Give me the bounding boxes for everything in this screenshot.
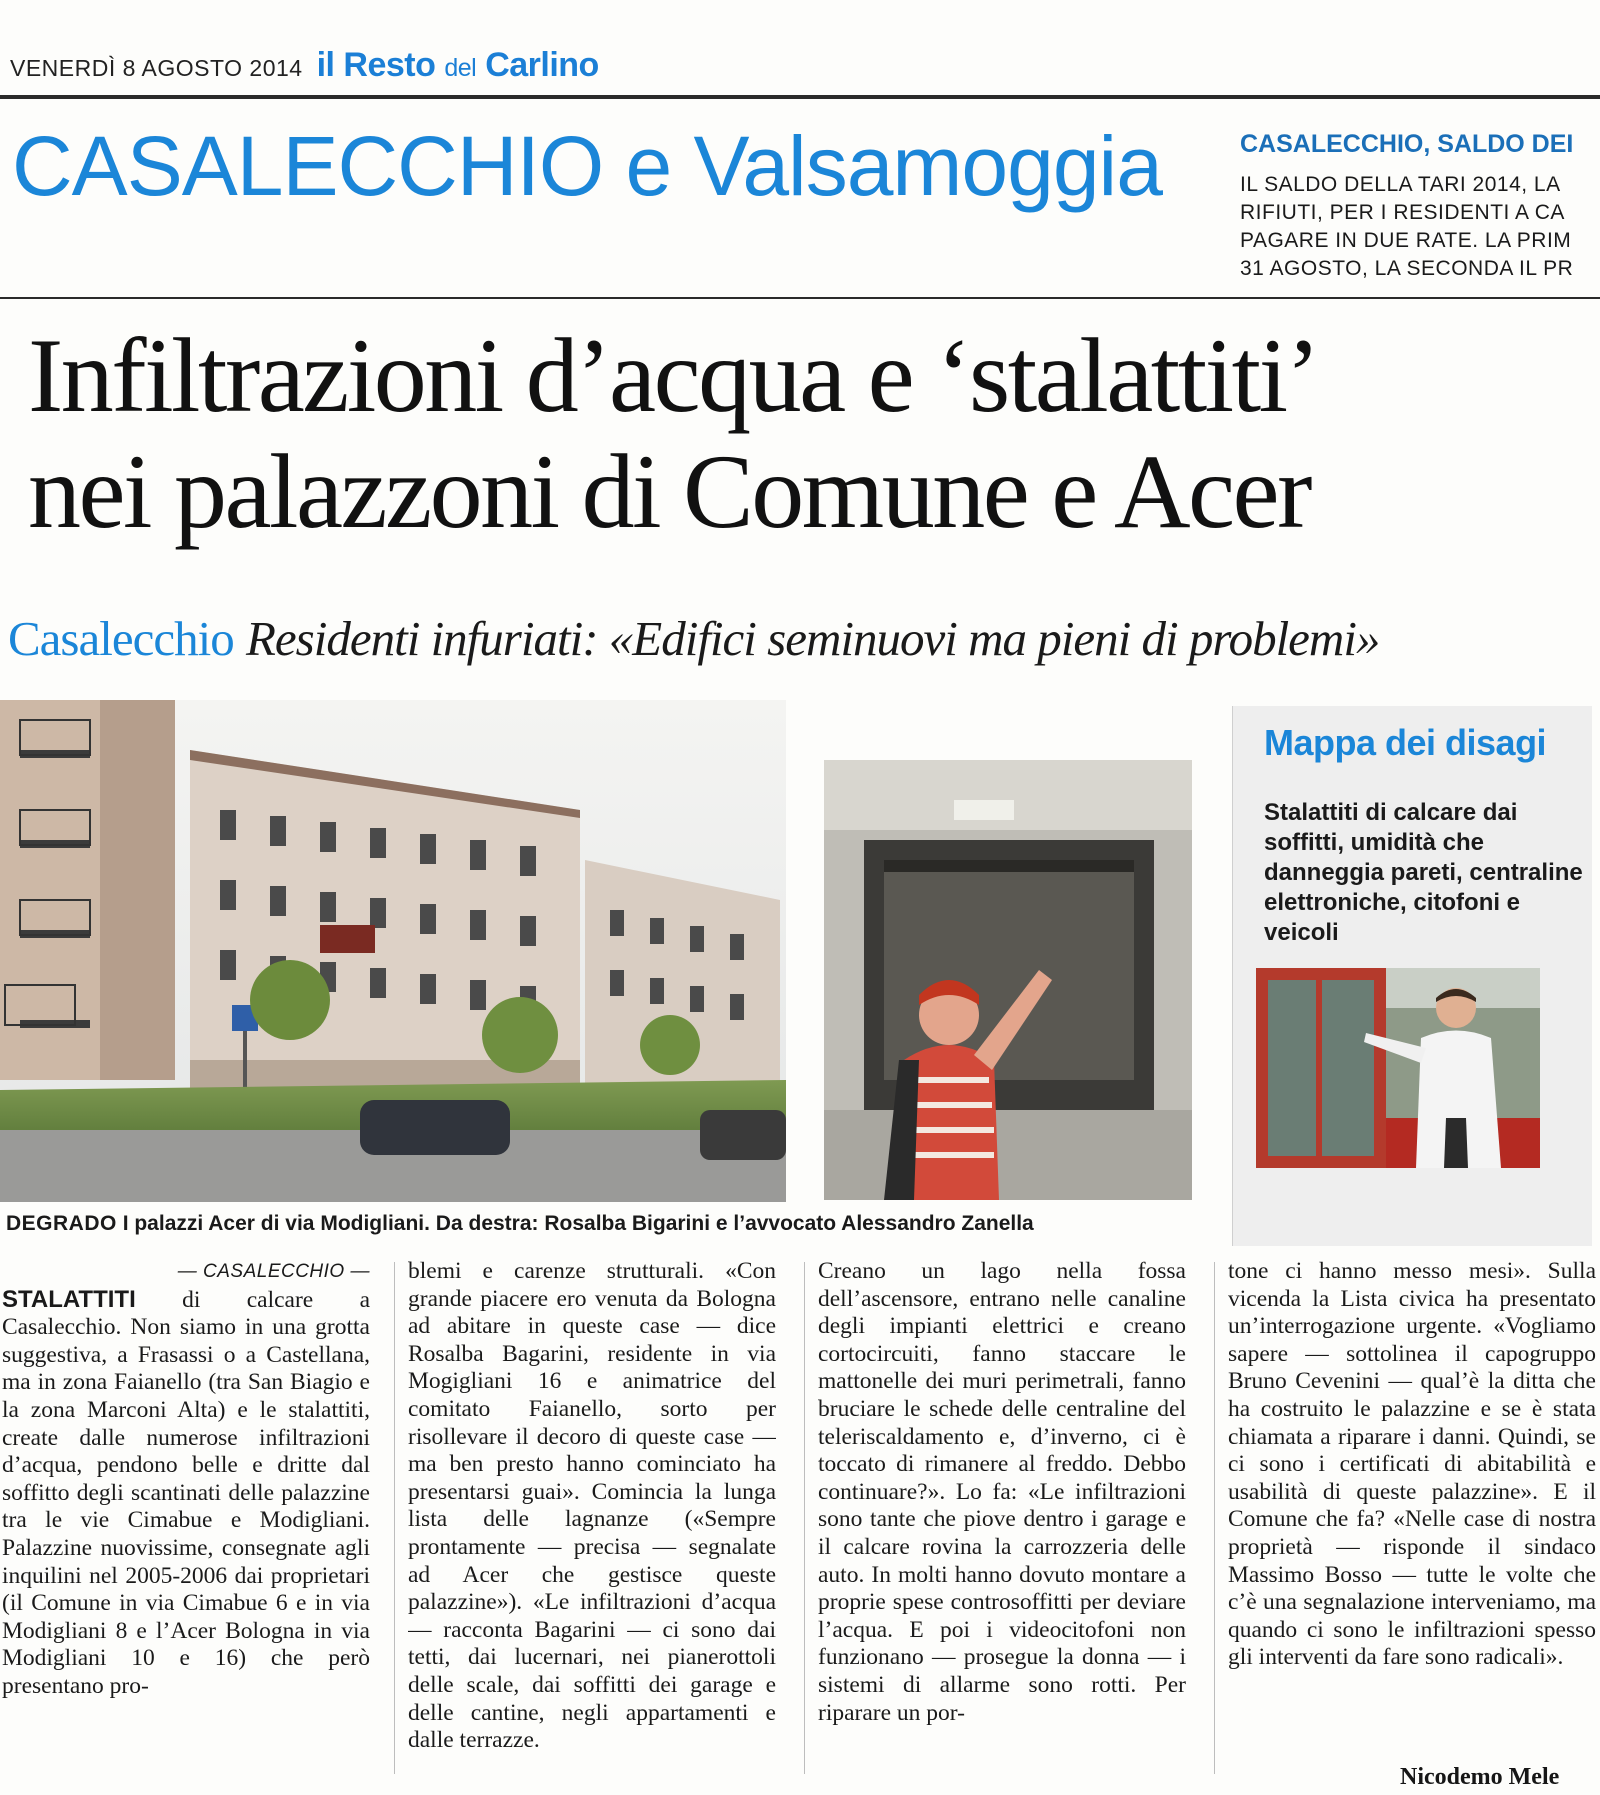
photo-caption — [6, 1212, 1034, 1236]
photo-buildings — [0, 700, 786, 1202]
section-title: CASALECCHIO e Valsamoggia — [12, 119, 1162, 213]
dateline: — CASALECCHIO — — [177, 1261, 370, 1282]
headline-line-2: nei palazzoni di Comune e Acer — [28, 433, 1310, 550]
subhead-deck: Residenti infuriati: «Edifici seminuovi ma pieni di problemi» — [245, 611, 1380, 666]
byline: Nicodemo Mele — [1400, 1764, 1560, 1790]
news-brief — [1240, 130, 1600, 283]
sidebar-title: Mappa dei disagi — [1264, 722, 1547, 763]
column-divider — [394, 1262, 395, 1774]
caption-text: I palazzi Acer di via Modigliani. Da destra: Rosalba Bigarini e l’avvocato Alessandro Zanella — [122, 1212, 1034, 1235]
sidebar-text: Stalattiti di calcare dai soffitti, umidità che danneggia pareti, centraline elettroniche, citofoni e veicoli — [1264, 799, 1583, 946]
brief-line: PAGARE IN DUE RATE. LA PRIM — [1240, 229, 1572, 252]
headline-line-1: Infiltrazioni d’acqua e ‘stalattiti’ — [28, 317, 1319, 434]
photo-lawyer — [1256, 968, 1540, 1168]
section-rule — [0, 297, 1600, 299]
headline — [28, 318, 1318, 550]
photo-garage-resident — [824, 760, 1192, 1200]
article-column-3 — [818, 1258, 1186, 1778]
subheadline — [8, 610, 1379, 667]
column-1-text: di calcare a Casalecchio. Non siamo in una grotta suggestiva, a Frasassi o a Castellana, ma in zona Faianello (tra San Biagio e la zona Marconi Alta) e le stalattiti, create dalle numerose infiltrazioni d’acqua, pendono belle e dritte dal soffitto degli scantinati delle palazzine tra le vie Cimabue e Modigliani. Palazzine nuovissime, consegnate agli inquilini nel 2005-2006 dai proprietari (il Comune in via Cimabue 6 e in via Modigliani 8 e l’Acer Bologna in via Modigliani 10 e 16) che però presentano pro- — [2, 1286, 370, 1699]
drop-in-word: STALATTITI — [2, 1285, 136, 1313]
masthead-rule — [0, 95, 1600, 99]
issue-date: VENERDÌ 8 AGOSTO 2014 — [10, 55, 303, 81]
brief-line: 31 AGOSTO, LA SECONDA IL PR — [1240, 257, 1574, 280]
brief-title: CASALECCHIO, SALDO DEI — [1240, 130, 1574, 158]
column-4-text: tone ci hanno messo mesi». Sulla vicenda la Lista civica ha presentato un’interrogazione urgente. «Vogliamo sapere — sottolinea il capogruppo Bruno Cevenini — qual’è la ditta che ha costruito le palazzine e se è stata chiamata a riparare i danni. Quindi, se ci sono i certificati di abitabilità e usabilità di queste palazzine». E il Comune che fa? «Nelle case di nostra proprietà — risponde il sindaco Massimo Bosso — tutte le volte che c’è una segnalazione interveniamo, ma quando ci sono le infiltrazioni spesso gli interventi da fare sono radicali». — [1228, 1258, 1596, 1671]
newspaper-logo: il Resto del Carlino — [316, 46, 599, 84]
masthead — [10, 46, 599, 88]
column-divider — [804, 1262, 805, 1774]
subhead-location: Casalecchio — [8, 611, 234, 666]
article-column-4 — [1228, 1258, 1596, 1778]
article-column-2 — [408, 1258, 776, 1778]
brief-line: RIFIUTI, PER I RESIDENTI A CA — [1240, 201, 1565, 224]
column-divider — [1214, 1262, 1215, 1774]
article-column-1 — [2, 1258, 370, 1778]
column-2-text: blemi e carenze strutturali. «Con grande piacere ero venuta da Bologna ad abitare in queste case — dice Rosalba Bagarini, residente in via Mogigliani 16 e animatrice del comitato Faianello, sorto per risollevare il decoro di queste case — ma ben presto hanno cominciato ha presentarsi guai». Comincia la lunga lista delle lagnanze («Sempre prontamente — precisa — segnalate ad Acer che gestisce queste palazzine»). «Le infiltrazioni d’acqua — racconta Bagarini — ci sono dai tetti, dai lucernari, nei pianerottoli delle scale, dai soffitti dei garage e delle cantine, negli appartamenti e dalle terrazze. — [408, 1258, 776, 1754]
caption-kicker: DEGRADO — [6, 1212, 117, 1235]
brief-line: IL SALDO DELLA TARI 2014, LA — [1240, 173, 1561, 196]
column-3-text: Creano un lago nella fossa dell’ascensore, entrano nelle canaline degli impianti elettrici e creano cortocircuiti, fanno staccare le mattonelle dei muri perimetrali, fanno bruciare le schede delle centraline del teleriscaldamento e, d’inverno, ci è toccato di rimanere al freddo. Debbo continuare?». Lo fa: «Le infiltrazioni sono tante che piove dentro i garage e il calcare rovina la carrozzeria delle auto. In molti hanno dovuto montare a proprie spese controsoffitti per deviare l’acqua. E poi i videocitofoni non funzionano — prosegue la donna — i sistemi di allarme sono rotti. Per riparare un por- — [818, 1258, 1186, 1726]
